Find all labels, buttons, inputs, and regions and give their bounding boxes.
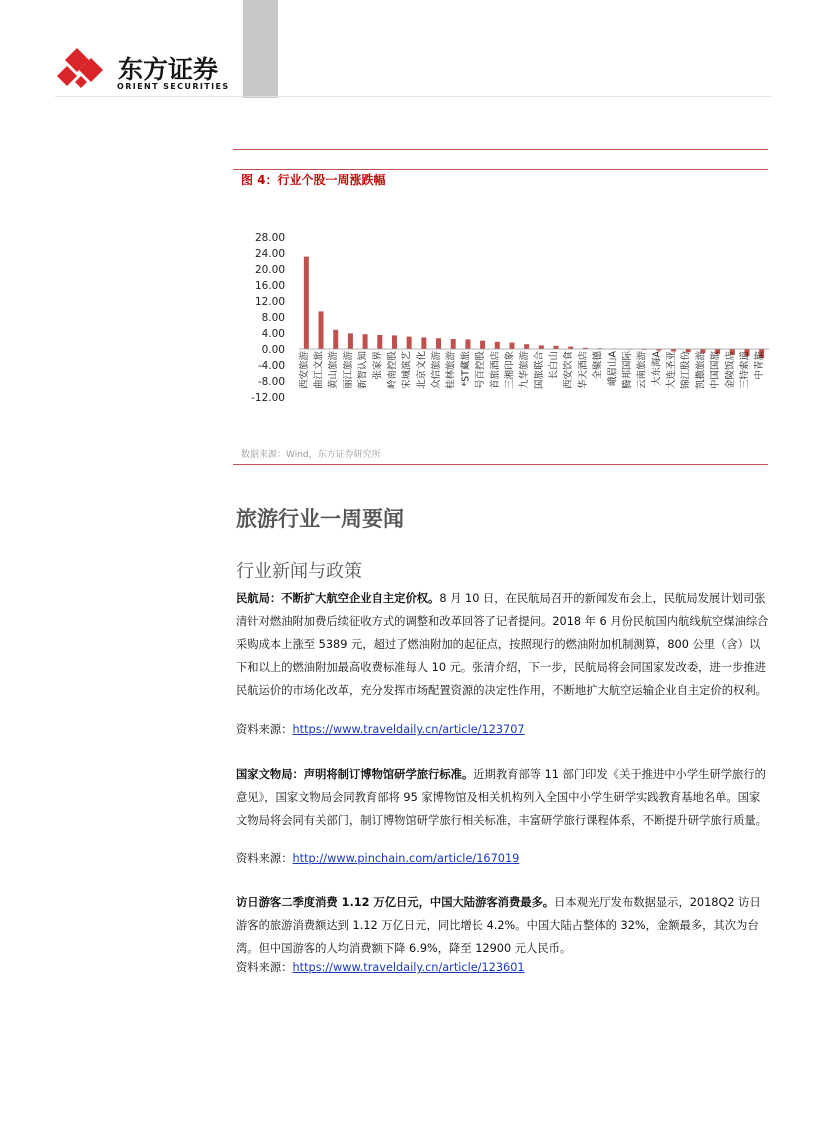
news-item-2 xyxy=(236,763,770,832)
bar xyxy=(524,344,529,349)
bar xyxy=(363,334,368,349)
y-tick-label: 0.00 xyxy=(261,344,285,356)
section-subtitle: 行业新闻与政策 xyxy=(236,561,362,582)
source-link[interactable]: http://www.pinchain.com/article/167019 xyxy=(292,852,520,865)
figure-bottom-rule xyxy=(233,464,768,465)
bar xyxy=(377,335,382,349)
source-label: 资料来源： xyxy=(236,961,293,974)
bar xyxy=(480,341,485,349)
bar xyxy=(304,257,309,349)
news-headline: 访日游客二季度消费 1.12 万亿日元，中国大陆游客消费最多。 xyxy=(236,896,555,909)
x-category-label: 黄山旅游 xyxy=(328,351,340,390)
x-category-label: 西安旅游 xyxy=(298,351,310,390)
news-source-3 xyxy=(236,958,525,978)
x-category-label: 中国国旅 xyxy=(710,351,722,390)
bar xyxy=(539,345,544,349)
figure-top-rule xyxy=(233,149,768,150)
news-body: 8 月 10 日，在民航局召开的新闻发布会上，民航局发展计划司张清针对燃油附加费后续征收方式的调整和改革回答了记者提问。2018 年 6 月份民航国内航线航空煤油综合采购成本上涨至 5389 元，超过了燃油附加的起征点，按照现行的燃油附加机制测算，800 公里（含）以下和以上的燃油附加最高收费标准每人 10 元。张清介绍，下一步，民航局将会同国家发改委，进一步推进民航运价的市场化改革，充分发挥市场配置资源的决定性作用，不断地扩大航空运输企业自主定价的权利。 xyxy=(236,592,769,697)
news-source-2 xyxy=(236,849,519,869)
brand-name-cn: 东方证券 xyxy=(118,55,219,84)
bar xyxy=(495,342,500,349)
news-body: 日本观光厅发布数据显示，2018Q2 访日游客的旅游消费额达到 1.12 万亿日元，同比增长 4.2%。中国大陆占整体的 32%，金额最多，其次为台湾。但中国游客的人均消费额下降 6.9%，降至 12900 元人民币。 xyxy=(236,896,761,955)
bar xyxy=(509,343,514,349)
x-category-label: 全聚德 xyxy=(592,351,604,380)
y-tick-label: 20.00 xyxy=(254,264,285,276)
bar xyxy=(554,346,559,349)
x-category-label: 三湘印象 xyxy=(504,351,516,390)
x-category-label: 宋城演艺 xyxy=(401,351,413,390)
x-category-label: 众信旅游 xyxy=(431,351,443,390)
bar xyxy=(348,333,353,349)
x-category-label: 丽江旅游 xyxy=(342,351,354,390)
x-category-label: 凯撒旅游 xyxy=(695,351,707,390)
x-category-label: 腾邦国际 xyxy=(621,351,633,390)
x-category-label: 新智认知 xyxy=(357,351,369,390)
source-label: 资料来源： xyxy=(236,852,293,865)
y-tick-label: 8.00 xyxy=(261,312,285,324)
header-gray-bar xyxy=(243,0,278,98)
x-category-label: 锦江股份 xyxy=(680,351,692,390)
x-category-label: 华天酒店 xyxy=(577,351,589,390)
bar xyxy=(421,337,426,349)
x-category-label: 云南旅游 xyxy=(636,351,648,390)
news-item-3 xyxy=(236,891,770,960)
x-category-label: 桂林旅游 xyxy=(445,351,457,390)
x-category-label: 长白山 xyxy=(548,351,560,380)
y-tick-label: 16.00 xyxy=(254,280,285,292)
y-tick-label: 4.00 xyxy=(261,328,285,340)
brand-logo xyxy=(55,46,235,96)
x-category-label: 中青旅 xyxy=(754,351,766,380)
y-tick-label: 24.00 xyxy=(254,248,285,260)
x-category-label: 张家界 xyxy=(372,351,384,380)
orient-logo-icon xyxy=(55,46,107,92)
x-category-label: 西安饮食 xyxy=(563,351,575,390)
source-label: 资料来源： xyxy=(236,723,293,736)
stock-change-bar-chart xyxy=(233,225,773,415)
news-source-1 xyxy=(236,720,525,740)
news-headline: 民航局：不断扩大航空企业自主定价权。 xyxy=(236,592,440,605)
figure-title-rule xyxy=(233,169,768,170)
source-link[interactable]: https://www.traveldaily.cn/article/123601 xyxy=(292,961,525,974)
y-tick-label: -8.00 xyxy=(257,376,285,388)
bar xyxy=(436,338,441,349)
x-category-label: 大连圣亚 xyxy=(666,351,678,390)
bar xyxy=(333,330,338,349)
x-category-label: 峨眉山A xyxy=(607,351,619,386)
x-category-label: 曲江文旅 xyxy=(313,351,325,390)
x-category-label: 北京文化 xyxy=(416,351,428,390)
y-tick-label: 12.00 xyxy=(254,296,285,308)
news-headline: 国家文物局：声明将制订博物馆研学旅行标准。 xyxy=(236,768,474,781)
figure-title: 图 4：行业个股一周涨跌幅 xyxy=(241,173,386,187)
x-category-label: 金陵饭店 xyxy=(724,351,736,390)
news-body: 近期教育部等 11 部门印发《关于推进中小学生研学旅行的意见》，国家文物局会同教育部将 95 家博物馆及相关机构列入全国中小学生研学实践教育基地名单。国家文物局将会同有关部门，制订博物馆研学旅行相关标准，丰富研学旅行课程体系，不断提升研学旅行质量。 xyxy=(236,768,767,827)
bar xyxy=(319,311,324,349)
x-category-label: 首旅酒店 xyxy=(489,351,501,390)
source-link[interactable]: https://www.traveldaily.cn/article/123707 xyxy=(292,723,525,736)
x-category-label: 九华旅游 xyxy=(519,351,531,390)
y-tick-label: -4.00 xyxy=(257,360,285,372)
section-title: 旅游行业一周要闻 xyxy=(236,507,404,531)
x-category-label: 三特索道 xyxy=(739,351,751,390)
bar xyxy=(465,339,470,349)
bar xyxy=(392,335,397,349)
x-category-label: 国旅联合 xyxy=(533,351,545,390)
y-tick-label: 28.00 xyxy=(254,232,285,244)
bar xyxy=(407,337,412,349)
bar xyxy=(451,339,456,349)
header-divider xyxy=(55,96,771,97)
x-category-label: 岭南控股 xyxy=(386,351,398,390)
brand-name-en: ORIENT SECURITIES xyxy=(117,82,230,91)
news-item-1 xyxy=(236,587,770,702)
x-category-label: *ST藏旅 xyxy=(460,351,472,387)
x-category-label: 大东海A xyxy=(651,351,663,386)
x-category-label: 号百控股 xyxy=(475,351,487,390)
figure-source: 数据来源：Wind，东方证券研究所 xyxy=(241,450,381,460)
y-tick-label: -12.00 xyxy=(251,392,285,404)
